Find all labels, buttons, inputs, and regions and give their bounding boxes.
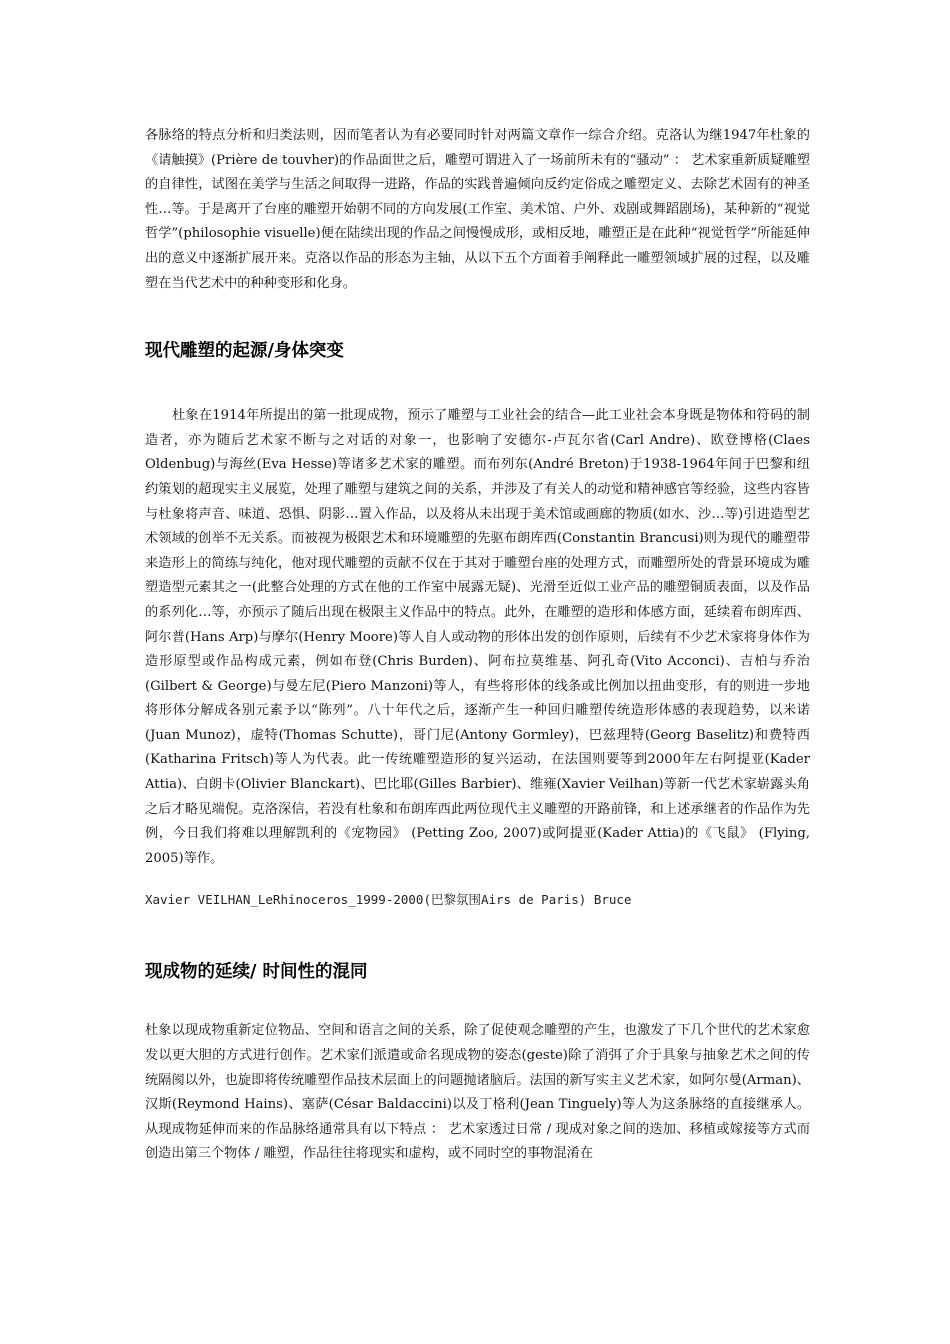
- section-heading-origins: 现代雕塑的起源/身体突变: [145, 341, 344, 362]
- image-caption: Xavier VEILHAN_LeRhinoceros_1999-2000(巴黎氛围Airs de Paris) Bruce: [145, 892, 632, 908]
- origins-paragraph: 杜象在1914年所提出的第一批现成物，预示了雕塑与工业社会的结合—此工业社会本身既是物体和符码的制造者，亦为随后艺术家不断与之对话的对象一，也影响了安德尔-卢瓦尔省(Carl Andre)、欧登博格(Claes Oldenbug)与海丝(Eva Hesse)等诸多艺术家的雕塑。而布列东(André Breton)于1938-1964年间于巴黎和纽约策划的超现实主义展览，处理了雕塑与建筑之间的关系，并涉及了有关人的动觉和精神感官等经验，这些内容皆与杜象将声音、味道、恐惧、阴影…置入作品，以及将从未出现于美术馆或画廊的物质(如水、沙…等)引进造型艺术领域的创举不无关系。而被视为极限艺术和环境雕塑的先驱布朗库西(Constantin Brancusi)则为现代的雕塑带来造形上的简练与纯化，他对现代雕塑的贡献不仅在于其对于雕塑台座的处理方式，而雕塑所处的背景环境成为雕塑造型元素其之一(此整合处理的方式在他的工作室中展露无疑)、光滑至近似工业产品的雕塑铜质表面，以及作品的系列化…等，亦预示了随后出现在极限主义作品中的特点。此外，在雕塑的造形和体感方面，延续着布朗库西、阿尔普(Hans Arp)与摩尔(Henry Moore)等人自人或动物的形体出发的创作原则，后续有不少艺术家将身体作为造形原型或作品构成元素，例如布登(Chris Burden)、阿布拉莫维基、阿孔奇(Vito Acconci)、吉柏与乔治(Gilbert & George)与曼左尼(Piero Manzoni)等人，有些将形体的线条或比例加以扭曲变形，有的则进一步地将形体分解成各别元素予以“陈列”。八十年代之后，逐渐产生一种回归雕塑传统造形体感的表现趋势，以米诺(Juan Munoz)，虚特(Thomas Schutte)，哥门尼(Antony Gormley)，巴兹理特(Georg Baselitz)和费特西(Katharina Fritsch)等人为代表。此一传统雕塑造形的复兴运动，在法国则要等到2000年左右阿提亚(Kader Attia)、白朗卡(Olivier Blanckart)、巴比耶(Gilles Barbier)、维雍(Xavier Veilhan)等新一代艺术家崭露头角之后才略见端倪。克洛深信，若没有杜象和布朗库西此两位现代主义雕塑的开路前锋，和上述承继者的作品作为先例，今日我们将难以理解凯利的《宠物园》 (Petting Zoo, 2007)或阿提亚(Kader Attia)的《飞鼠》 (Flying, 2005)等作。: [145, 408, 810, 866]
- section-heading-readymade: 现成物的延续/ 时间性的混同: [145, 962, 368, 983]
- intro-paragraph: 各脉络的特点分析和归类法则，因而笔者认为有必要同时针对两篇文章作一综合介绍。克洛认为继1947年杜象的《请触摸》(Prière de touvher)的作品面世之后，雕塑可谓进入了一场前所未有的“骚动” ： 艺术家重新质疑雕塑的自律性，试图在美学与生活之间取得一进路，作品的实践普遍倾向反约定俗成之雕塑定义、去除艺术固有的神圣性…等。于是离开了台座的雕塑开始朝不同的方向发展(工作室、美术馆、户外、戏剧或舞蹈剧场)，某种新的“视觉哲学”(philosophie visuelle)便在陆续出现的作品之间慢慢成形，或相反地，雕塑正是在此种“视觉哲学”所能延伸出的意义中逐渐扩展开来。克洛以作品的形态为主轴，从以下五个方面着手阐释此一雕塑领域扩展的过程，以及雕塑在当代艺术中的种种变形和化身。: [145, 128, 810, 291]
- readymade-paragraph: 杜象以现成物重新定位物品、空间和语言之间的关系，除了促使观念雕塑的产生，也激发了下几个世代的艺术家愈发以更大胆的方式进行创作。艺术家们派遣或命名现成物的姿态(geste)除了消弭了介于具象与抽象艺术之间的传统隔阂以外，也旋即将传统雕塑作品技术层面上的问题抛诸脑后。法国的新写实主义艺术家，如阿尔曼(Arman)、汉斯(Reymond Hains)、塞萨(César Baldaccini)以及丁格利(Jean Tinguely)等人为这条脉络的直接继承人。从现成物延伸而来的作品脉络通常具有以下特点 ： 艺术家透过日常 / 现成对象之间的迭加、移植或嫁接等方式而创造出第三个物体 / 雕塑，作品往往将现实和虚构，或不同时空的事物混淆在: [145, 1023, 810, 1162]
- document-page: [145, 124, 810, 1167]
